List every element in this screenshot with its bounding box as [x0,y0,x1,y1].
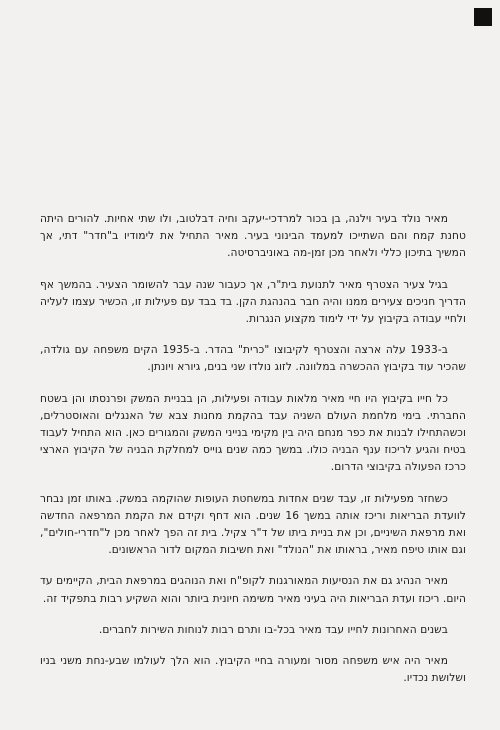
paragraph-family: מאיר היה איש משפחה מסור ומעורה בחיי הקיבוץ. הוא הלך לעולמו שבע-נחת משני בניו ושלושת נכדיו. [40,655,466,685]
memorial-text [40,211,466,701]
corner-marker [474,8,492,26]
paragraph-last-years: בשנים האחרונות לחייו עבד מאיר בכל-בו ותרם רבות לנוחות השירות לחברים. [98,623,448,636]
paragraph-youth-movement: בגיל צעיר הצטרף מאיר לתנועת בית"ר, אך כעבור שנה עבר להשומר הצעיר. בהמשך אף הדריך חניכים צעירים ממנו והיה חבר בהנהגת הקן. בד בבד עם פעילות זו, הכשיר עצמו לעליה ולחיי עבודה בקיבוץ על ידי לימוד מקצוע הנגרות. [40,278,466,326]
paragraph-clinic-trips: מאיר הנהיג גם את הנסיעות המאורגנות לקופ"ח ואת הנוהגים במרפאת הבית, הקיימים עד היום. ריכוז ועדת הבריאות היה בעיני מאיר משימה חיונית ביותר והוא השקיע רבות בתפקיד זה. [40,575,466,605]
paragraph-immigration: ב-1933 עלה ארצה והצטרף לקיבוצו "כרית" בהדר. ב-1935 הקים משפחה עם גולדה, שהכיר עוד בקיבוץ ההכשרה במלוונה. לזוג נולדו שני בנים, גיורא ויונתן. [40,344,466,374]
paragraph-kibbutz-work: כל חייו בקיבוץ היו חיי מאיר מלאות עבודה ופעילות, הן בבניית המשק ופרנסתו והן בשטח החברתי. בימי מלחמת העולם השניה עבד בהקמת מחנות צבא של האנגלים והאוסטרלים, וכשהתחילו לבנות את כפר מנחם היה בין מקימי בנייני המשק והמגורים כאן. הוא התחיל לעבוד בטיח והגיע לריכוז ענף הבניה כולו. במשך כמה שנים גוייס למחלקת הבניה של הקיבוץ הארצי כרכז הפעולה בקיבוצי הדרום. [40,392,466,474]
paragraph-health-committee: כשחזר מפעילות זו, עבד שנים אחדות במשחטת העופות שהוקמה במשק. באותו זמן נבחר לוועדת הבריאות וריכז אותה במשך 16 שנים. הוא דחף וקידם את הקמת המרפאה החדשה ואת מרפאת השיניים, וכן את בניית ביתו של ד"ר צקיל. בית זה הפך לאחר מכן ל"חדרי-חולים", וגם אותו טיפח מאיר, בראותו את "הנולד" ואת חשיבות המקום לדור הראשונים. [40,492,466,557]
paragraph-birth: מאיר נולד בעיר וילנה, בן בכור למרדכי-יעקב וחיה דבלטוב, ולו שתי אחיות. להורים היתה טחנת קמח והם השתייכו למעמד הבינוני בעיר. מאיר התחיל את לימודיו ב"חדר" דתי, אך המשיך בתיכון כללי ולאחר מכן זמן-מה באוניברסיטה. [40,213,466,260]
